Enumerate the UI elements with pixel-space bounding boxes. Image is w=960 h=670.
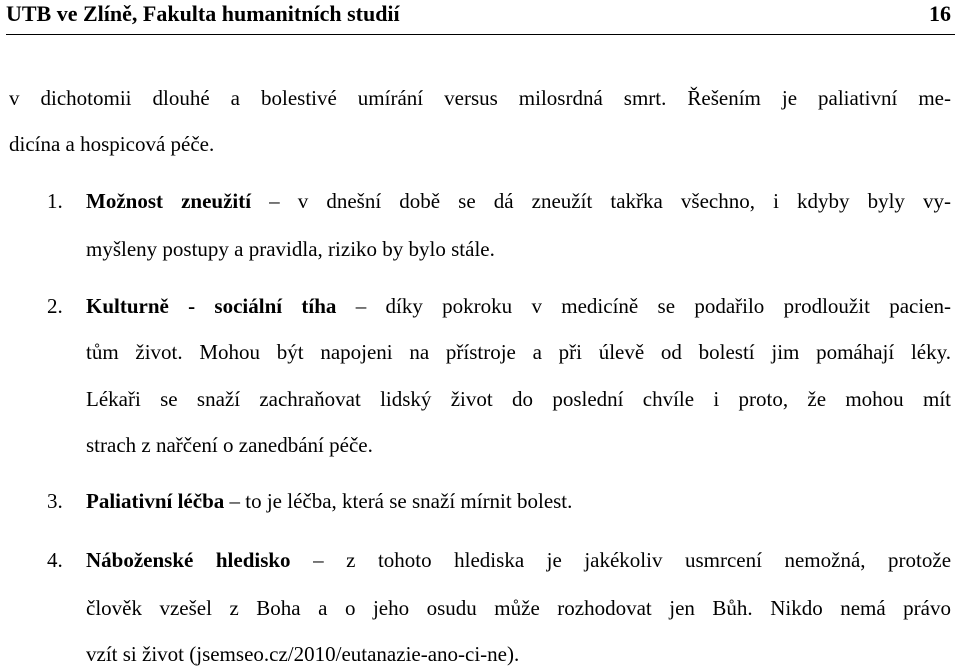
item-2-term: Kulturně - sociální tíha — [86, 294, 337, 318]
item-4-term: Náboženské hledisko — [86, 548, 291, 572]
item-4-number: 4. — [47, 548, 63, 572]
item-2-number: 2. — [47, 294, 63, 318]
item-4-text: z tohoto hlediska je jakékoliv usmrcení nemožná, protože — [346, 548, 952, 572]
item-3-number: 3. — [47, 489, 63, 513]
item-1-number: 1. — [47, 189, 63, 213]
intro-line-1: v dichotomii dlouhé a bolestivé umírání versus milosrdná smrt. Řešením je paliativní me- — [9, 86, 951, 110]
item-3-dash: – — [229, 489, 240, 513]
item-4-dash: – — [313, 548, 324, 572]
item-2-line-1 — [86, 294, 951, 318]
item-4-line-2: člověk vzešel z Boha a o jeho osudu může rozhodovat jen Bůh. Nikdo nemá právo — [86, 596, 951, 620]
item-1-dash: – — [269, 189, 280, 213]
item-2-line-4: strach z nařčení o zanedbání péče. — [86, 433, 373, 457]
item-1-line-1 — [86, 189, 951, 213]
item-2-text: díky pokroku v medicíně se podařilo prodloužit pacien- — [385, 294, 952, 318]
item-3-text: to je léčba, která se snaží mírnit bolest. — [245, 489, 573, 513]
intro-line-2: dicína a hospicová péče. — [9, 132, 215, 156]
item-4-line-3: vzít si život (jsemseo.cz/2010/eutanazie-ano-ci-ne). — [86, 642, 520, 666]
item-1-term: Možnost zneužití — [86, 189, 252, 213]
item-2-line-3: Lékaři se snaží zachraňovat lidský život do poslední chvíle i proto, že mohou mít — [86, 387, 951, 411]
page-header — [6, 0, 955, 35]
item-1-line-2: myšleny postupy a pravidla, riziko by bylo stále. — [86, 237, 495, 261]
item-1-text: v dnešní době se dá zneužít takřka všechno, i kdyby byly vy- — [297, 189, 951, 213]
item-3-line-1 — [86, 489, 572, 513]
item-2-line-2: tům život. Mohou být napojeni na přístroje a při úlevě od bolestí jim pomáhají léky. — [86, 340, 951, 364]
item-4-line-1 — [86, 548, 951, 572]
item-2-dash: – — [355, 294, 367, 318]
page-number: 16 — [929, 1, 951, 26]
item-3-term: Paliativní léčba — [86, 489, 225, 513]
header-title: UTB ve Zlíně, Fakulta humanitních studií — [6, 1, 400, 26]
